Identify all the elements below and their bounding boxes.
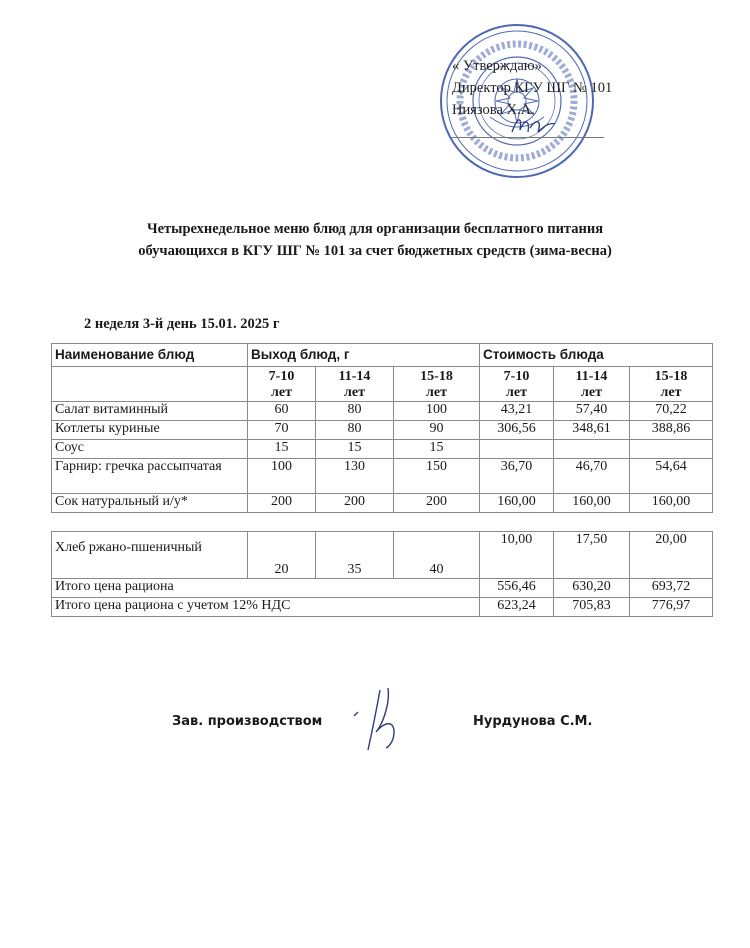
table-row [52, 532, 713, 579]
age-col: 15-18 лет [630, 367, 713, 402]
cost-cell: 10,00 [480, 532, 554, 579]
approval-heading: « Утверждаю» [452, 58, 542, 74]
age-col: 7-10 лет [480, 367, 554, 402]
cost-cell: 70,22 [630, 402, 713, 421]
table-spacer-row [52, 513, 713, 532]
title-line-2: обучающихся в КГУ ШГ № 101 за счет бюджетных средств (зима-весна) [138, 243, 612, 259]
cost-cell: 160,00 [480, 494, 554, 513]
table-age-row [52, 367, 713, 402]
table-row [52, 440, 713, 459]
output-cell: 40 [394, 532, 480, 579]
total-label: Итого цена рациона [52, 579, 480, 598]
total-cell: 630,20 [554, 579, 630, 598]
approval-position: Директор КГУ ШГ № 101 [452, 80, 613, 96]
output-cell: 200 [248, 494, 316, 513]
total-vat-label: Итого цена рациона с учетом 12% НДС [52, 598, 480, 617]
document-title [60, 218, 690, 262]
header-dish-name: Наименование блюд [52, 344, 248, 367]
spacer-cell [630, 513, 713, 532]
age-col: 11-14 лет [316, 367, 394, 402]
production-head-name: Нурдунова С.М. [473, 714, 593, 729]
cost-cell: 20,00 [630, 532, 713, 579]
spacer-cell [316, 513, 394, 532]
director-signature [508, 112, 558, 138]
output-cell: 15 [394, 440, 480, 459]
output-cell: 80 [316, 421, 394, 440]
header-output: Выход блюд, г [248, 344, 480, 367]
cost-cell: 57,40 [554, 402, 630, 421]
week-day-date: 2 неделя 3-й день 15.01. 2025 г [84, 316, 280, 332]
total-vat-cell: 623,24 [480, 598, 554, 617]
total-cell: 556,46 [480, 579, 554, 598]
dish-name: Салат витаминный [52, 402, 248, 421]
title-line-1: Четырехнедельное меню блюд для организации бесплатного питания [146, 221, 604, 237]
output-cell: 150 [394, 459, 480, 494]
age-col: 7-10 лет [248, 367, 316, 402]
total-vat-cell: 776,97 [630, 598, 713, 617]
output-cell: 70 [248, 421, 316, 440]
output-cell: 20 [248, 532, 316, 579]
cost-cell [630, 440, 713, 459]
output-cell: 15 [248, 440, 316, 459]
spacer-cell [394, 513, 480, 532]
output-cell: 80 [316, 402, 394, 421]
output-cell: 100 [248, 459, 316, 494]
approval-signature-line [452, 137, 604, 138]
cost-cell: 17,50 [554, 532, 630, 579]
production-head-label: Зав. производством [172, 714, 323, 729]
dish-name: Соус [52, 440, 248, 459]
cost-cell: 43,21 [480, 402, 554, 421]
age-col: 15-18 лет [394, 367, 480, 402]
dish-name: Гарнир: гречка рассыпчатая [52, 459, 248, 494]
cost-cell: 388,86 [630, 421, 713, 440]
approval-name: Ниязова Х.А. [452, 102, 535, 118]
total-vat-row [52, 598, 713, 617]
table-header-row [52, 344, 713, 367]
cost-cell: 54,64 [630, 459, 713, 494]
cost-cell [554, 440, 630, 459]
cost-cell: 160,00 [554, 494, 630, 513]
table-row [52, 494, 713, 513]
age-blank-cell [52, 367, 248, 402]
spacer-cell [554, 513, 630, 532]
spacer-cell [52, 513, 248, 532]
output-cell: 100 [394, 402, 480, 421]
cost-cell: 348,61 [554, 421, 630, 440]
cost-cell: 36,70 [480, 459, 554, 494]
header-cost: Стоимость блюда [480, 344, 713, 367]
dish-name: Котлеты куриные [52, 421, 248, 440]
total-cell: 693,72 [630, 579, 713, 598]
menu-table [51, 343, 713, 617]
dish-name: Хлеб ржано-пшеничный [52, 532, 248, 579]
table-row [52, 402, 713, 421]
dish-name: Сок натуральный и/у* [52, 494, 248, 513]
age-col: 11-14 лет [554, 367, 630, 402]
production-head-signature [350, 682, 420, 756]
total-row [52, 579, 713, 598]
spacer-cell [480, 513, 554, 532]
total-vat-cell: 705,83 [554, 598, 630, 617]
output-cell: 200 [394, 494, 480, 513]
cost-cell: 306,56 [480, 421, 554, 440]
output-cell: 35 [316, 532, 394, 579]
cost-cell: 46,70 [554, 459, 630, 494]
output-cell: 200 [316, 494, 394, 513]
cost-cell: 160,00 [630, 494, 713, 513]
table-row [52, 459, 713, 494]
cost-cell [480, 440, 554, 459]
table-row [52, 421, 713, 440]
spacer-cell [248, 513, 316, 532]
output-cell: 15 [316, 440, 394, 459]
output-cell: 130 [316, 459, 394, 494]
output-cell: 60 [248, 402, 316, 421]
output-cell: 90 [394, 421, 480, 440]
